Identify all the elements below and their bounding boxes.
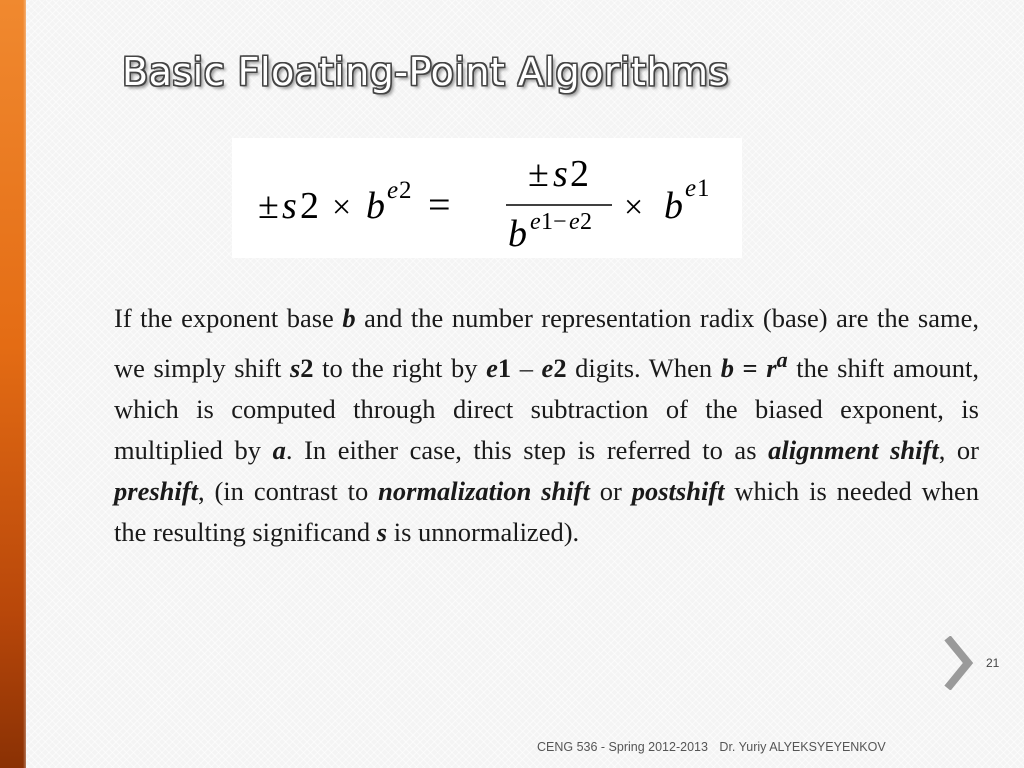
text-run: is unnormalized).	[387, 516, 580, 547]
text-run: –	[511, 352, 542, 383]
var-b: b	[342, 303, 356, 333]
text-run: digits. When	[566, 352, 721, 383]
formula-num-pm: ±	[528, 153, 549, 195]
formula-den-exp-minus: −	[553, 209, 567, 235]
formula-image	[232, 138, 742, 258]
formula-num-2: 2	[570, 153, 589, 195]
page-number: 21	[986, 656, 1000, 670]
var-subscript-1: 1	[497, 352, 512, 383]
formula-lhs-times: ×	[332, 189, 352, 226]
text-run: , or	[938, 434, 980, 465]
slide-footer	[537, 740, 886, 754]
formula-lhs-exp-2: 2	[399, 177, 412, 204]
var-e: e	[486, 352, 498, 383]
text-run: or	[589, 475, 632, 506]
term-normalization-shift: normalization shift	[378, 475, 590, 506]
text-run: the shift amount, which is computed through direct subtraction of the biased exponent, is multiplied by	[114, 352, 980, 465]
text-run: and the number representation radix (base) are the same, we simply shift	[114, 303, 980, 383]
var-s: s	[376, 516, 388, 547]
footer-course: CENG 536 - Spring 2012-2013	[537, 740, 708, 754]
text-run: If the exponent base	[114, 303, 343, 333]
var-e: e	[541, 352, 554, 383]
formula-rhs-exp-1: 1	[697, 175, 710, 202]
formula-rhs-exp-e: e	[685, 175, 697, 202]
formula-lhs-2: 2	[300, 185, 319, 227]
formula-lhs-exp-e: e	[387, 177, 399, 204]
text-run: , (in contrast to	[197, 475, 379, 506]
formula-lhs-pm: ±	[258, 185, 279, 227]
slide-title: Basic Floating-Point Algorithms	[122, 50, 729, 94]
formula-rhs-times: ×	[624, 189, 644, 226]
side-accent-bar	[0, 0, 26, 768]
formula-lhs-b: b	[366, 185, 385, 227]
formula-svg	[232, 138, 742, 258]
var-subscript-2: 2	[300, 352, 314, 383]
term-alignment-shift: alignment shift	[768, 434, 939, 465]
formula-rhs-b: b	[664, 185, 683, 227]
var-s: s	[289, 352, 301, 383]
formula-equals: =	[428, 182, 451, 227]
formula-den-exp-1: 1	[541, 209, 553, 235]
var-subscript-2: 2	[553, 352, 567, 383]
text-run: which is needed when the resulting significand	[114, 475, 980, 547]
text-run: to the right by	[313, 352, 487, 383]
formula-lhs-s: s	[282, 185, 297, 227]
formula-den-exp-e1: e	[530, 209, 541, 235]
var-r: r	[766, 352, 777, 383]
chevron-right-icon[interactable]	[942, 636, 974, 690]
body-paragraph	[114, 298, 979, 553]
var-a: a	[272, 434, 286, 465]
formula-den-exp-2: 2	[580, 209, 592, 235]
equals-sign: =	[733, 352, 767, 383]
formula-den-exp-e2: e	[569, 209, 580, 235]
var-b: b	[720, 352, 734, 383]
formula-num-s: s	[553, 153, 568, 195]
term-preshift: preshift	[114, 475, 198, 506]
formula-den-b: b	[508, 213, 527, 255]
footer-author: Dr. Yuriy ALYEKSYEYENKOV	[719, 740, 886, 754]
text-run: . In either case, this step is referred to as	[285, 434, 769, 465]
var-a-superscript: a	[776, 347, 788, 372]
term-postshift: postshift	[631, 475, 725, 506]
